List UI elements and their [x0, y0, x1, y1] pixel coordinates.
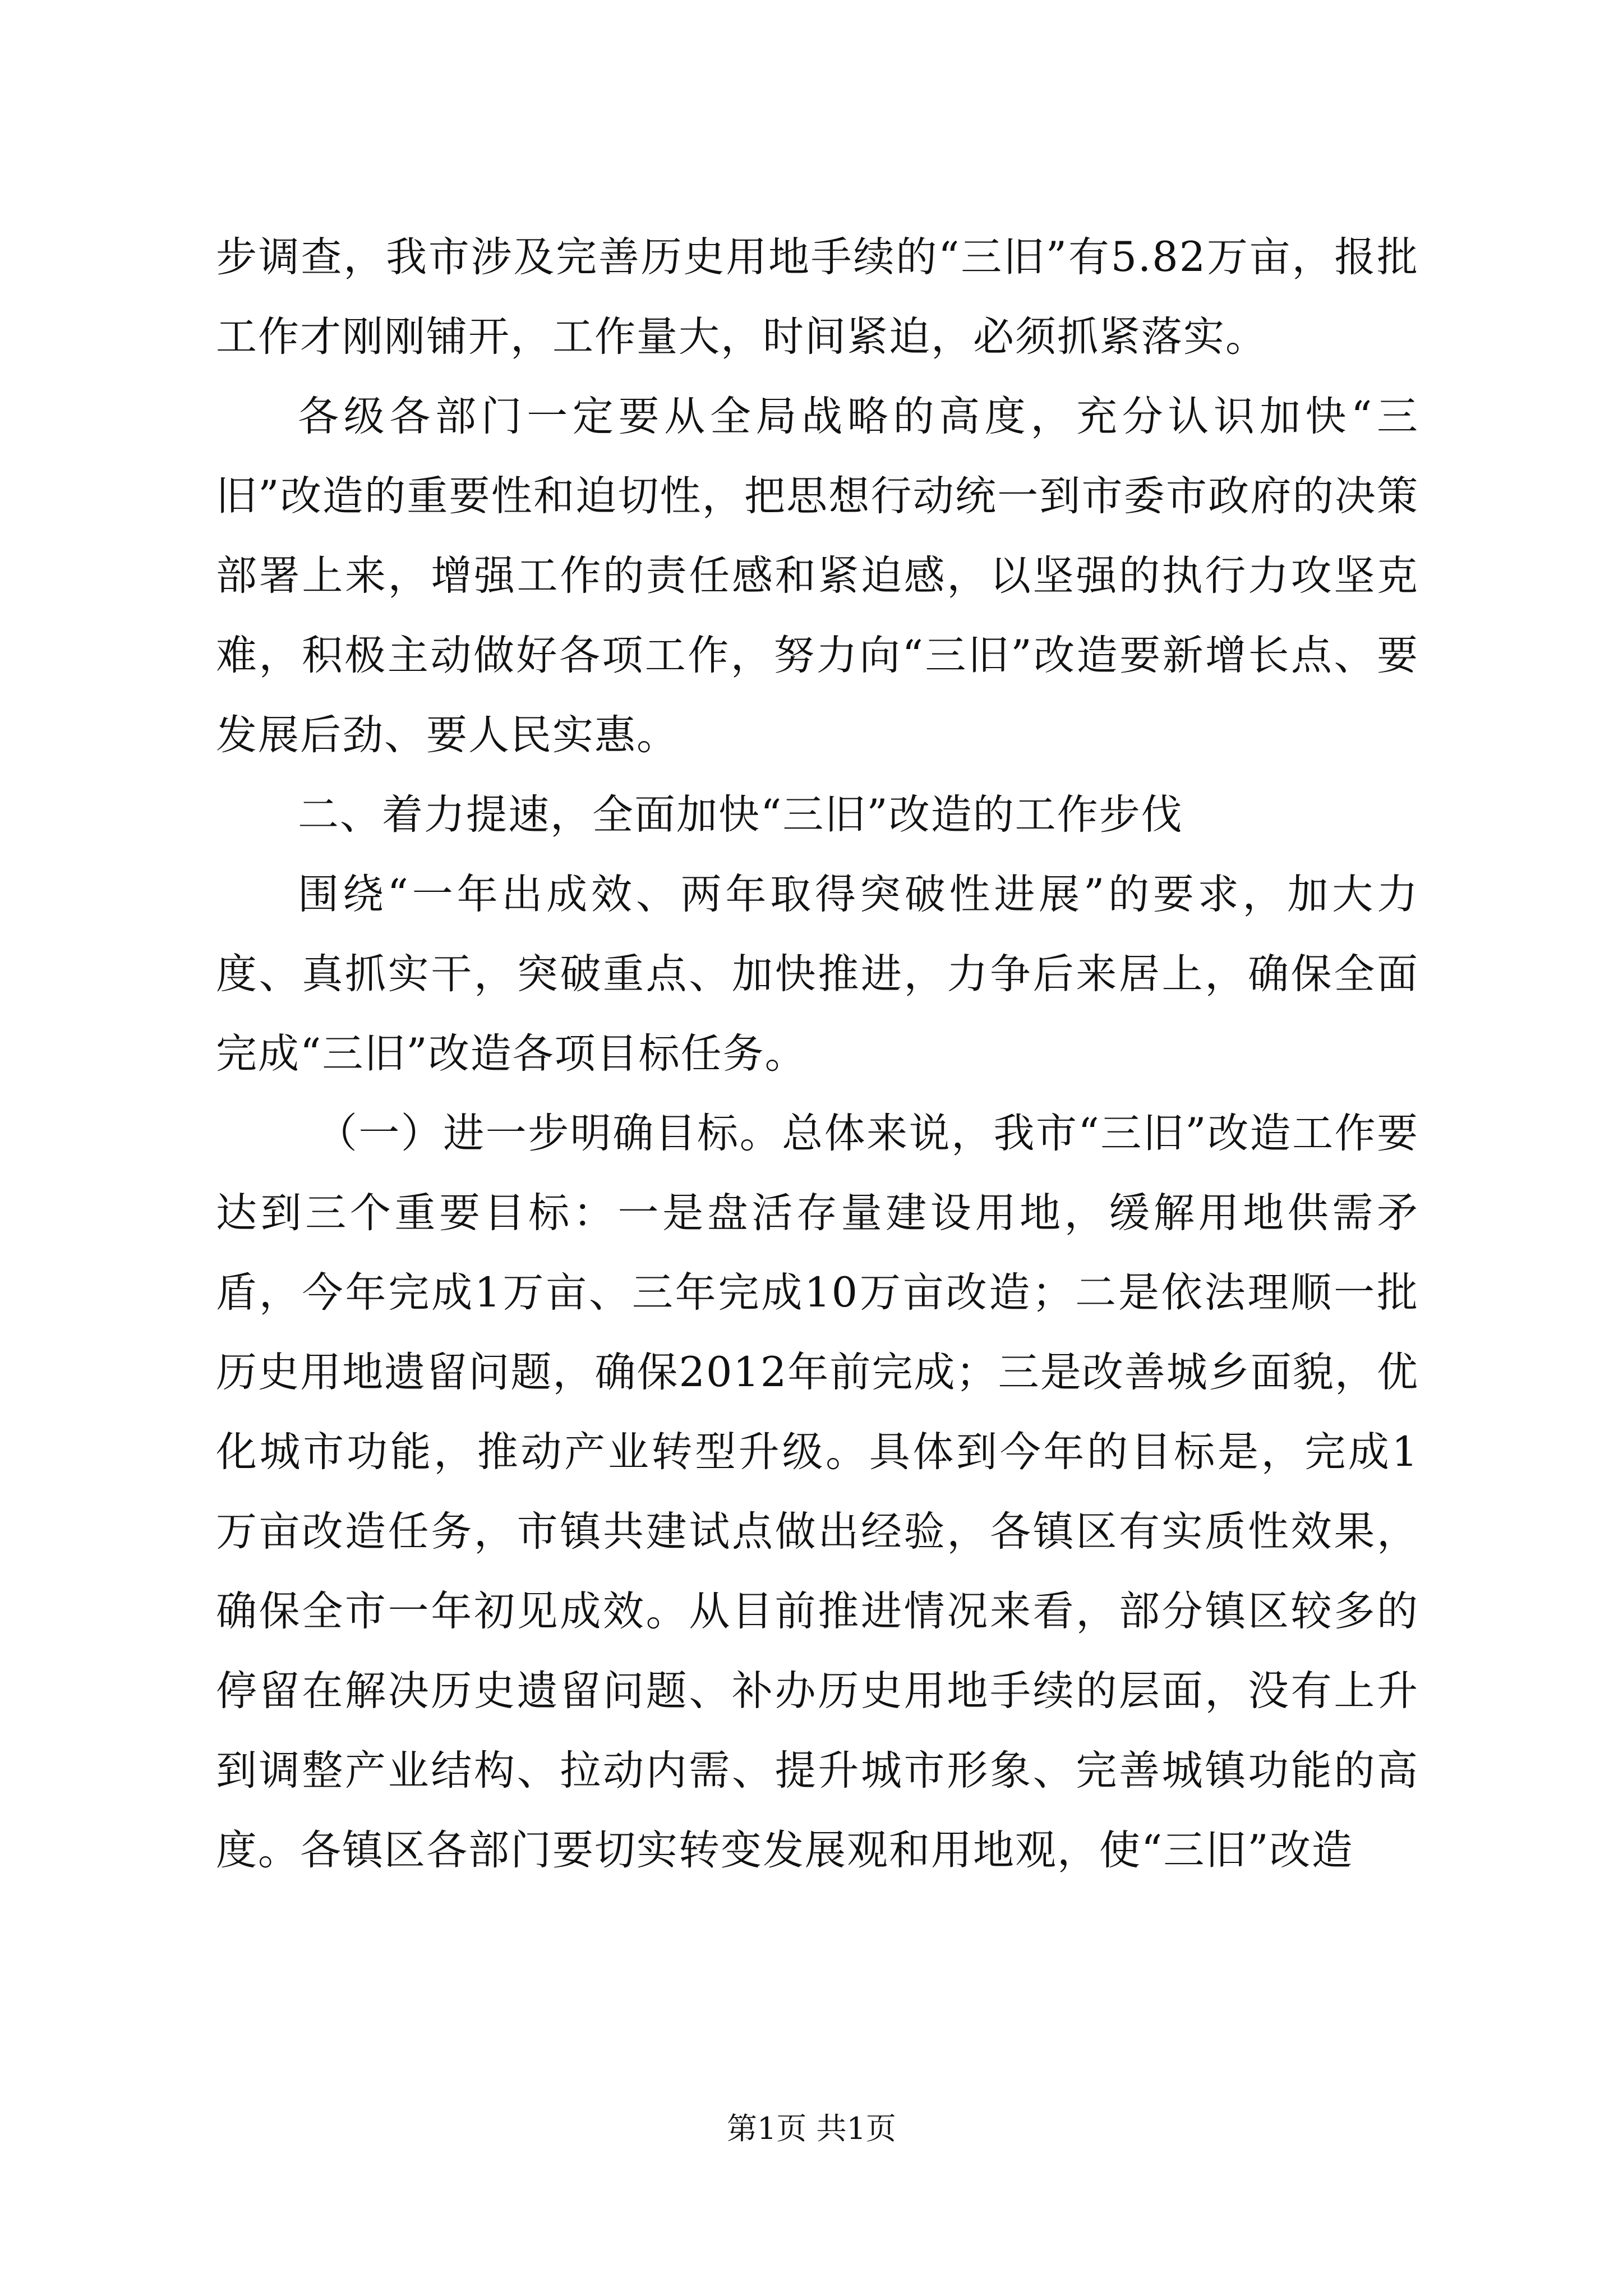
paragraph: 各级各部门一定要从全局战略的高度，充分认识加快“三旧”改造的重要性和迫切性，把思想行动统一到市委市政府的决策部署上来，增强工作的责任感和紧迫感，以坚强的执行力攻坚克难，积极主动做好各项工作，努力向“三旧”改造要新增长点、要发展后劲、要人民实惠。	[216, 393, 1419, 759]
document-body	[216, 218, 1419, 1890]
paragraph: （一）进一步明确目标。总体来说，我市“三旧”改造工作要达到三个重要目标：一是盘活存量建设用地，缓解用地供需矛盾，今年完成1万亩、三年完成10万亩改造；二是依法理顺一批历史用地遗留问题，确保2012年前完成；三是改善城乡面貌，优化城市功能，推动产业转型升级。具体到今年的目标是，完成1万亩改造任务，市镇共建试点做出经验，各镇区有实质性效果，确保全市一年初见成效。从目前推进情况来看，部分镇区较多的停留在解决历史遗留问题、补办历史用地手续的层面，没有上升到调整产业结构、拉动内需、提升城市形象、完善城镇功能的高度。各镇区各部门要切实转变发展观和用地观，使“三旧”改造	[216, 1110, 1419, 1874]
paragraph: 围绕“一年出成效、两年取得突破性进展”的要求，加大力度、真抓实干，突破重点、加快推进，力争后来居上，确保全面完成“三旧”改造各项目标任务。	[216, 871, 1419, 1078]
section-heading: 二、着力提速，全面加快“三旧”改造的工作步伐	[298, 791, 1183, 839]
page-footer: 第1页 共1页	[727, 2111, 896, 2146]
paragraph-continuation: 步调查，我市涉及完善历史用地手续的“三旧”有5.82万亩，报批工作才刚刚铺开，工作量大，时间紧迫，必须抓紧落实。	[216, 233, 1419, 361]
